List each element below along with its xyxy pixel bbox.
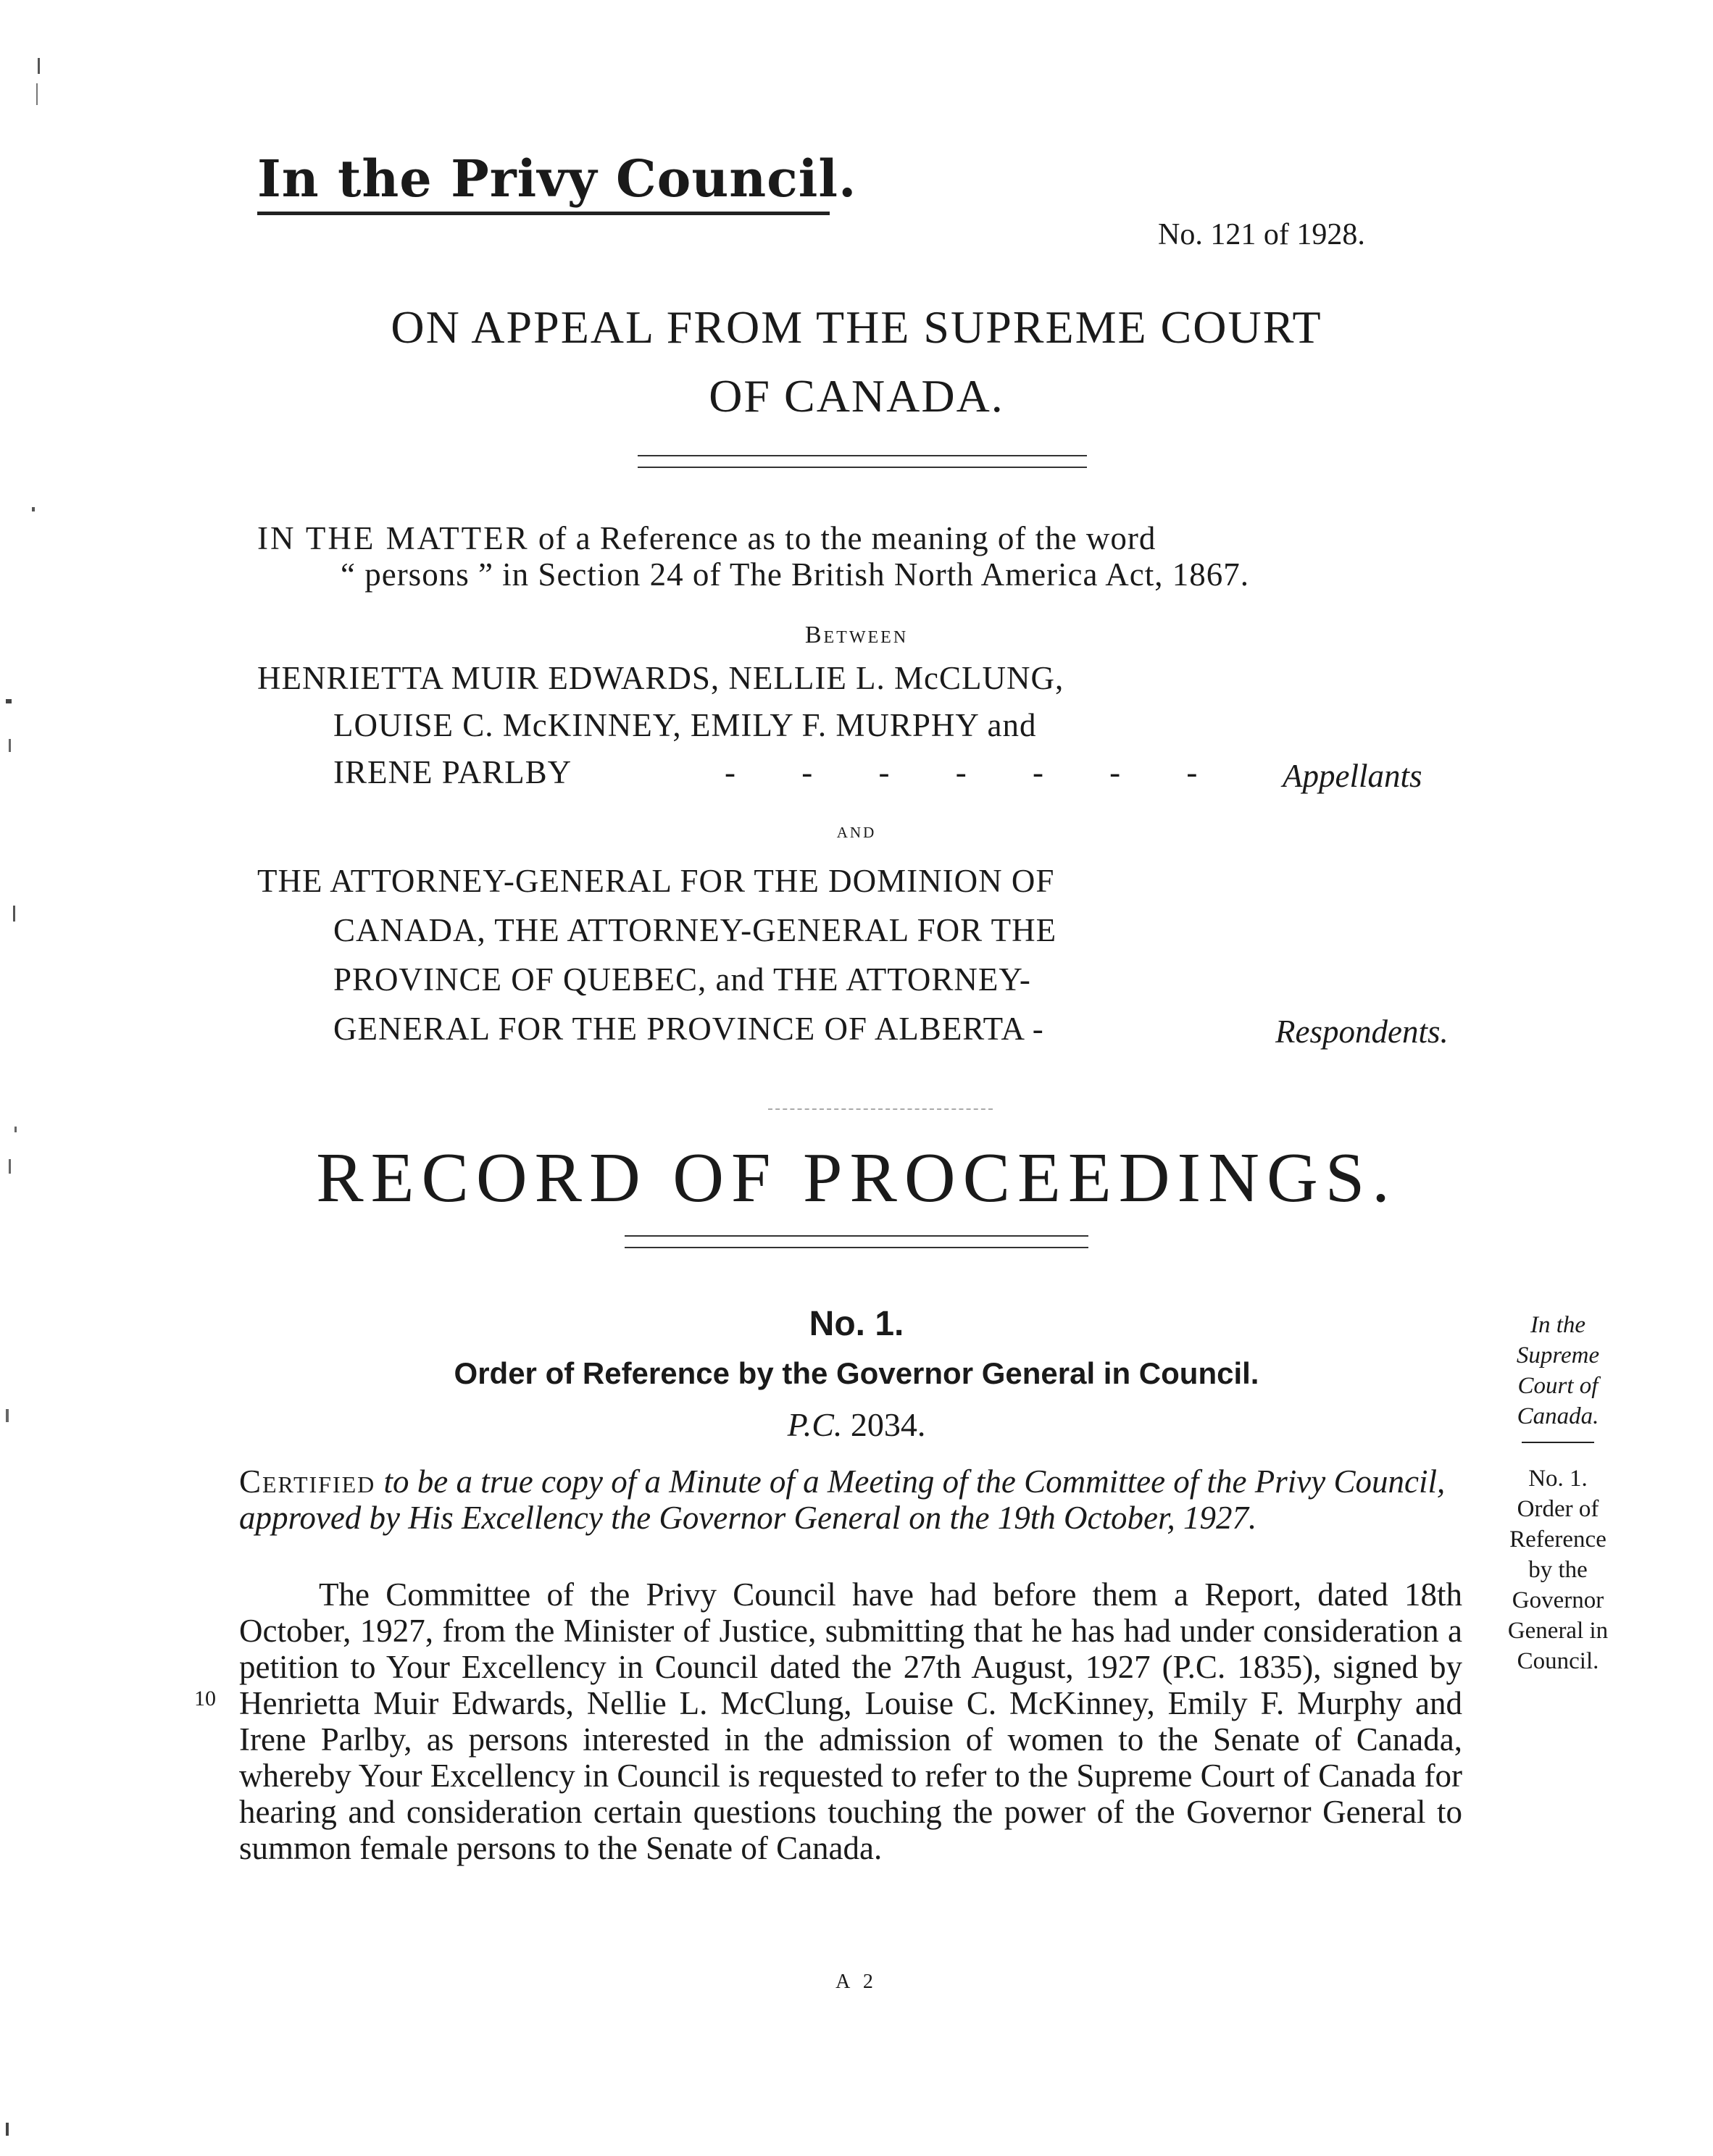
side-note-court-3: Court of — [1517, 1373, 1599, 1399]
order-title: Order of Reference by the Governor General in Council. — [454, 1356, 1259, 1390]
document-number: No. 1. — [809, 1305, 904, 1343]
appeal-number: No. 121 of 1928. — [1158, 218, 1365, 251]
side-note-doc-3: Reference — [1509, 1526, 1606, 1553]
faint-divider — [768, 1108, 993, 1110]
record-divider — [625, 1235, 1088, 1248]
side-note-court-2: Supreme — [1516, 1342, 1600, 1369]
side-note-doc-2: Order of — [1517, 1496, 1599, 1522]
appellants-line-3: IRENE PARLBY — [333, 754, 572, 790]
respondents-line-3: PROVINCE OF QUEBEC, and THE ATTORNEY- — [333, 961, 1031, 998]
side-note-court-4: Canada. — [1517, 1403, 1599, 1429]
matter-line-1 — [257, 520, 1460, 556]
appellants-line-2: LOUISE C. McKINNEY, EMILY F. MURPHY and — [333, 707, 1037, 743]
between-label: Between — [804, 622, 909, 648]
appellants-line-1: HENRIETTA MUIR EDWARDS, NELLIE L. McCLUNG, — [257, 660, 1064, 696]
certified-text: to be a true copy of a Minute of a Meeting of the Committee of the Privy Council, approved by His Excellency the Governor General on the 19th October, 1927. — [239, 1463, 1446, 1536]
page-signature: A 2 — [835, 1971, 878, 1993]
section-divider — [638, 455, 1087, 468]
respondents-line-4: GENERAL FOR THE PROVINCE OF ALBERTA - — [333, 1011, 1044, 1047]
side-note-doc-1: No. 1. — [1528, 1466, 1588, 1492]
certified-paragraph — [239, 1463, 1462, 1536]
heading-underline — [257, 212, 830, 215]
record-title: RECORD OF PROCEEDINGS. — [316, 1139, 1397, 1217]
line-number-marker: 10 — [194, 1687, 216, 1710]
pc-prefix: P.C. — [787, 1406, 843, 1443]
matter-text: of a Reference as to the meaning of the word — [529, 520, 1156, 556]
body-paragraph: The Committee of the Privy Council have had before them a Report, dated 18th October, 1927, from the Minister of Justice, submitting that he has had under consideration a petition to Your Excellency in Council dated the 27th August, 1927 (P.C. 1835), signed by Henrietta Muir Edwards, Nellie L. McClung, Louise C. McKinney, Emily F. Murphy and Irene Parlby, as persons interested in the admission of women to the Senate of Canada, whereby Your Excellency in Council is requested to refer to the Supreme Court of Canada for hearing and consideration certain questions touching the power of the Governor General to summon female persons to the Senate of Canada. — [239, 1576, 1462, 1866]
matter-line-2: “ persons ” in Section 24 of The British North America Act, 1867. — [341, 556, 1249, 593]
side-note-court-1: In the — [1530, 1312, 1586, 1338]
side-note-rule — [1522, 1442, 1594, 1443]
appellants-leader-dashes: - - - - - - - — [725, 754, 1227, 790]
respondents-line-1: THE ATTORNEY-GENERAL FOR THE DOMINION OF — [257, 863, 1055, 899]
and-label: and — [836, 819, 877, 843]
side-note-doc-7: Council. — [1517, 1648, 1599, 1674]
side-note-doc-5: Governor — [1512, 1587, 1604, 1613]
certified-lead: Certified — [239, 1463, 376, 1500]
pc-reference — [0, 1405, 1713, 1444]
appeal-title-line-2: OF CANADA. — [709, 370, 1004, 422]
side-note-doc-4: by the — [1528, 1557, 1588, 1583]
respondents-role: Respondents. — [1275, 1014, 1449, 1050]
matter-lead: IN THE MATTER — [257, 520, 530, 556]
side-note-doc-6: General in — [1507, 1618, 1609, 1644]
respondents-line-2: CANADA, THE ATTORNEY-GENERAL FOR THE — [333, 912, 1057, 948]
appeal-title-line-1: ON APPEAL FROM THE SUPREME COURT — [391, 301, 1322, 353]
pc-number: 2034. — [850, 1406, 926, 1443]
court-heading: In the Privy Council. — [257, 149, 857, 209]
appellants-role: Appellants — [1283, 758, 1422, 794]
